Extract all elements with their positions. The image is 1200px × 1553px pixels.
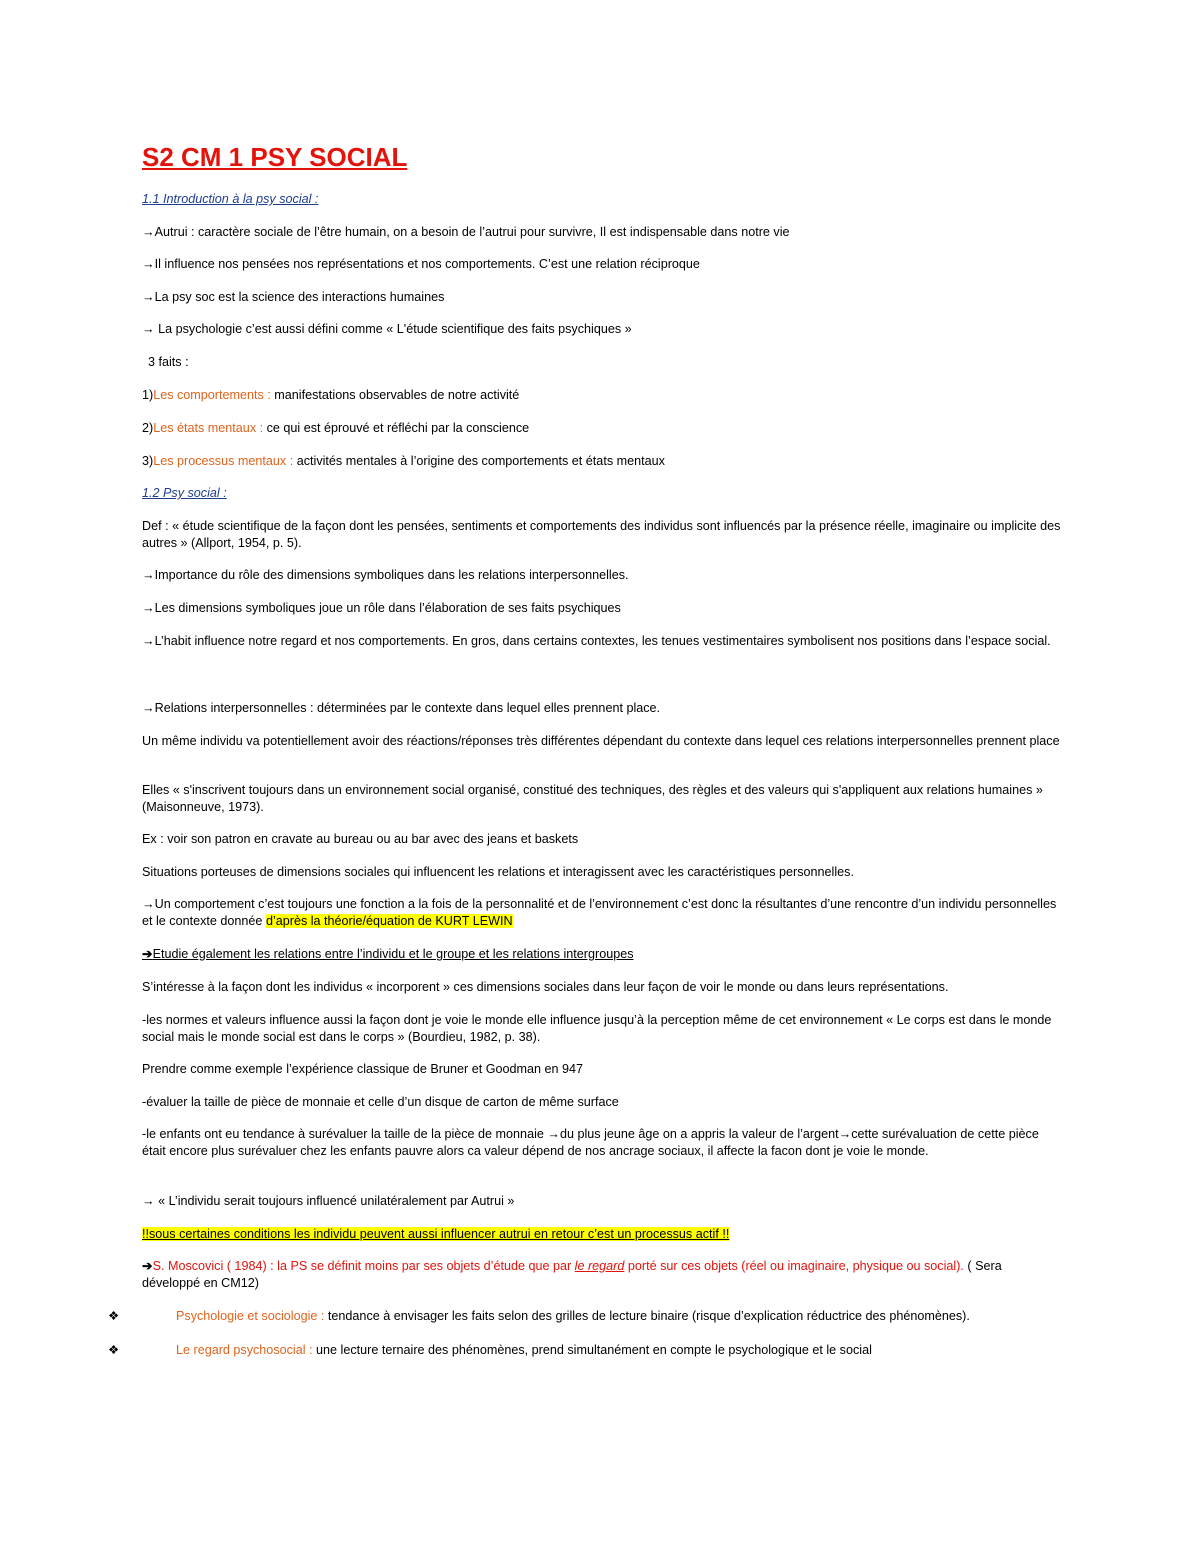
paragraph-autrui: →Autrui : caractère sociale de l’être humain, on a besoin de l’autrui pour survivre, Il est indispensable dans notre vie [142, 225, 790, 239]
paragraph-relations-interpersonnelles: →Relations interpersonnelles : déterminées par le contexte dans lequel elles prennent place. [142, 701, 661, 715]
arrow-right-icon: → [142, 601, 155, 615]
arrow-right-icon: → [142, 1194, 155, 1208]
paragraph-def-allport: Def : « étude scientifique de la façon dont les pensées, sentiments et comportements des individus sont influencés par la présence réelle, imaginaire ou implicite des autres » (Allport, 1954, p. 5). [142, 519, 1061, 550]
arrow-right-icon: → [142, 634, 155, 648]
le-regard-emphasis: le regard [574, 1259, 625, 1273]
arrow-right-icon: → [142, 290, 155, 304]
bullet-item-psychologie-sociologie: ❖ Psychologie et sociologie : tendance à envisager les faits selon des grilles de lecture binaire (risque d’explication réductrice des phénomènes). [108, 1309, 970, 1323]
document-title: S2 CM 1 PSY SOCIAL [142, 142, 408, 172]
paragraph-bourdieu: -les normes et valeurs influence aussi la façon dont je voie le monde elle influence jusqu’à la perception même de cet environnement « Le corps est dans le monde social mais le monde social est dans le corps » (Bourdieu, 1982, p. 38). [142, 1013, 1052, 1044]
paragraph-relations-intergroupes: ➔Etudie également les relations entre l’individu et le groupe et les relations intergroupes [142, 947, 634, 961]
paragraph-unilateralement: → « L’individu serait toujours influencé unilatéralement par Autrui » [142, 1194, 515, 1208]
paragraph-psy-soc: →La psy soc est la science des interactions humaines [142, 290, 445, 304]
diamond-bullet-icon: ❖ [108, 1343, 120, 1357]
list-item-fait-3: 3)Les processus mentaux : activités mentales à l’origine des comportements et états mentaux [142, 454, 665, 468]
fait-label: Les états mentaux : [153, 421, 264, 435]
bold-arrow-right-icon: ➔ [142, 947, 153, 961]
section-heading-1-2: 1.2 Psy social : [142, 486, 227, 500]
paragraph-meme-individu: Un même individu va potentiellement avoir des réactions/réponses très différentes dépendant du contexte dans lequel ces relations interpersonnelles prennent place [142, 734, 1060, 748]
arrow-right-icon: → [142, 568, 155, 582]
arrow-right-icon: → [142, 257, 155, 271]
paragraph-incorporent: S’intéresse à la façon dont les individus « incorporent » ces dimensions sociales dans leur façon de voir le monde ou dans leurs représentations. [142, 980, 949, 994]
bold-arrow-right-icon: ➔ [142, 1259, 153, 1273]
fait-label: Les processus mentaux : [153, 454, 294, 468]
highlight-kurt-lewin: d’après la théorie/équation de KURT LEWIN [265, 914, 513, 928]
fait-label: Les comportements : [153, 388, 271, 402]
paragraph-dimensions-symboliques: →Importance du rôle des dimensions symboliques dans les relations interpersonnelles. [142, 568, 629, 582]
paragraph-maisonneuve: Elles « s'inscrivent toujours dans un environnement social organisé, constitué des techniques, des règles et des valeurs qui s'appliquent aux relations humaines » (Maisonneuve, 1973). [142, 783, 1043, 814]
paragraph-processus-actif [142, 1226, 1062, 1243]
arrow-right-icon: → [142, 897, 155, 911]
paragraph-habit: →L’habit influence notre regard et nos comportements. En gros, dans certains contextes, les tenues vestimentaires symbolisent nos positions dans l’espace social. [142, 634, 1051, 648]
paragraph-bruner-goodman: Prendre comme exemple l’expérience classique de Bruner et Goodman en 947 [142, 1062, 584, 1076]
paragraph-kurt-lewin: →Un comportement c’est toujours une fonction a la fois de la personnalité et de l’environnement c’est donc la résultantes d’une rencontre d’un individu personnelles et le contexte donnée d’après la théorie/équation de KURT LEWIN [142, 897, 1057, 928]
paragraph-enfants: -le enfants ont eu tendance à surévaluer la taille de la pièce de monnaie →du plus jeune âge on a appris la valeur de l’argent→cette surévaluation de cette pièce était encore plus surévaluer chez les enfants pauvre alors ca valeur dépend de nos ancrage sociaux, il affecte la facon dont je voie le monde. [142, 1127, 1039, 1158]
section-heading-1-1: 1.1 Introduction à la psy social : [142, 192, 319, 206]
paragraph-elaboration: →Les dimensions symboliques joue un rôle dans l’élaboration de ses faits psychiques [142, 601, 621, 615]
paragraph-definition-psychologie: → La psychologie c’est aussi défini comme « L'étude scientifique des faits psychiques » [142, 322, 632, 336]
highlight-processus-actif: !!sous certaines conditions les individu peuvent aussi influencer autrui en retour c’est un processus actif !! [142, 1227, 730, 1241]
arrow-right-icon: → [838, 1127, 852, 1141]
paragraph-3-faits: 3 faits : [148, 355, 189, 369]
paragraph-exemple-patron: Ex : voir son patron en cravate au bureau ou au bar avec des jeans et baskets [142, 832, 579, 846]
list-item-fait-1: 1)Les comportements : manifestations observables de notre activité [142, 388, 520, 402]
paragraph-situations: Situations porteuses de dimensions sociales qui influencent les relations et interagissent avec les caractéristiques personnelles. [142, 865, 854, 879]
paragraph-influence: →Il influence nos pensées nos représentations et nos comportements. C’est une relation réciproque [142, 257, 700, 271]
arrow-right-icon: → [142, 701, 155, 715]
arrow-right-icon: → [547, 1127, 560, 1141]
paragraph-moscovici: ➔S. Moscovici ( 1984) : la PS se définit moins par ses objets d’étude que par le regard porté sur ces objets (réel ou imaginaire, physique ou social). ( Sera développé en CM12) [142, 1259, 1002, 1290]
diamond-bullet-icon: ❖ [108, 1309, 120, 1323]
bullet-item-regard-psychosocial: ❖ Le regard psychosocial : une lecture ternaire des phénomènes, prend simultanément en compte le psychologique et le social [108, 1343, 872, 1357]
arrow-right-icon: → [142, 225, 155, 239]
paragraph-evaluer: -évaluer la taille de pièce de monnaie et celle d’un disque de carton de même surface [142, 1095, 619, 1109]
arrow-right-icon: → [142, 322, 155, 336]
list-item-fait-2: 2)Les états mentaux : ce qui est éprouvé et réfléchi par la conscience [142, 421, 530, 435]
